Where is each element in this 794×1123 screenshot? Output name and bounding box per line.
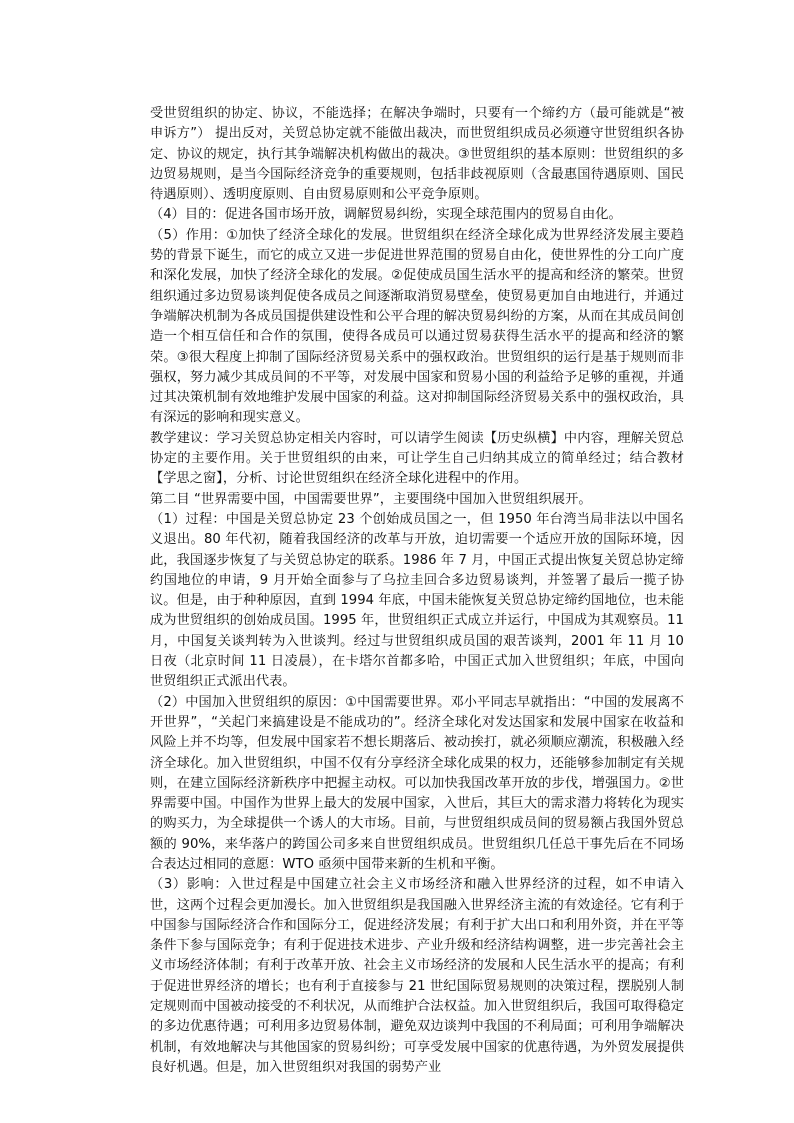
paragraph-china-accession-process: （1）过程：中国是关贸总协定 23 个创始成员国之一，但 1950 年台湾当局非法以中国名义退出。80 年代初，随着我国经济的改革与开放，迫切需要一个适应开放的国际环境，因此，我国逐步恢复了与关贸总协定的联系。1986 年 7 月，中国正式提出恢复关贸总协定缔约国地位的申请，9 月开始全面参与了乌拉圭回合多边贸易谈判，并签署了最后一揽子协议。但是，由于种种原因，直到 1994 年底，中国未能恢复关贸总协定缔约国地位，也未能成为世贸组织的创始成员国。1995 年，世贸组织正式成立并运行，中国成为其观察员。11 月，中国复关谈判转为入世谈判。经过与世贸组织成员国的艰苦谈判，2001 年 11 月 10 日夜（北京时间 11 日凌晨），在卡塔尔首都多哈，中国正式加入世贸组织；年底，中国向世贸组织正式派出代表。 [150,511,684,690]
paragraph-wto-principles: 受世贸组织的协定、协议，不能选择；在解决争端时，只要有一个缔约方（最可能就是“被申诉方”） 提出反对，关贸总协定就不能做出裁决，而世贸组织成员必须遵守世贸组织各协定、协议的规定，执行其争端解决机构做出的裁决。③世贸组织的基本原则：世贸组织的多边贸易规则，是当今国际经济竞争的重要规则，包括非歧视原则（含最惠国待遇原则、国民待遇原则）、透明度原则、自由贸易原则和公平竞争原则。 [150,106,684,203]
paragraph-teaching-advice: 教学建议：学习关贸总协定相关内容时，可以请学生阅读【历史纵横】中内容，理解关贸总协定的主要作用。关于世贸组织的由来，可让学生自己归纳其成立的简单经过；结合教材【学思之窗】，分析、讨论世贸组织在经济全球化进程中的作用。 [150,430,684,487]
paragraph-section-heading: 第二目 “世界需要中国，中国需要世界”，主要围绕中国加入世贸组织展开。 [150,491,592,507]
paragraph-china-accession-impact: （3）影响：入世过程是中国建立社会主义市场经济和融入世界经济的过程，如不申请入世，这两个过程会更加漫长。加入世贸组织是我国融入世界经济主流的有效途径。它有利于中国参与国际经济合作和国际分工，促进经济发展；有利于扩大出口和利用外资，并在平等条件下参与国际竞争；有利于促进技术进步、产业升级和经济结构调整，进一步完善社会主义市场经济体制；有利于改革开放、社会主义市场经济的发展和人民生活水平的提高；有利于促进世界经济的增长；也有利于直接参与 21 世纪国际贸易规则的决策过程，摆脱别人制定规则而中国被动接受的不利状况，从而维护合法权益。加入世贸组织后，我国可取得稳定的多边优惠待遇；可利用多边贸易体制，避免双边谈判中我国的不利局面；可利用争端解决机制，有效地解决与其他国家的贸易纠纷；可享受发展中国家的优惠待遇，为外贸发展提供良好机遇。但是，加入世贸组织对我国的弱势产业 [150,877,684,1075]
paragraph-wto-role: （5）作用：①加快了经济全球化的发展。世贸组织在经济全球化成为世界经济发展主要趋势的背景下诞生，而它的成立又进一步促进世界范围的贸易自由化，使世界性的分工向广度和深化发展，加快了经济全球化的发展。②促使成员国生活水平的提高和经济的繁荣。世贸组织通过多边贸易谈判促使各成员之间逐渐取消贸易壁垒，使贸易更加自由地进行，并通过争端解决机制为各成员国提供建设性和公平合理的解决贸易纠纷的方案，从而在其成员间创造一个相互信任和合作的氛围，使得各成员可以通过贸易获得生活水平的提高和经济的繁荣。③很大程度上抑制了国际经济贸易关系中的强权政治。世贸组织的运行是基于规则而非强权，努力减少其成员间的不平等，对发展中国家和贸易小国的利益给予足够的重视，并通过其决策机制有效地维护发展中国家的利益。这对抑制国际经济贸易关系中的强权政治，具有深远的影响和现实意义。 [150,227,684,426]
paragraph-china-accession-reasons: （2）中国加入世贸组织的原因：①中国需要世界。邓小平同志早就指出：“中国的发展离不开世界”，“关起门来搞建设是不能成功的”。经济全球化对发达国家和发展中国家在收益和风险上并不均等，但发展中国家若不想长期落后、被动挨打，就必须顺应潮流，积极融入经济全球化。加入世贸组织，中国不仅有分享经济全球化成果的权力，还能够参加制定有关规则，在建立国际经济新秩序中把握主动权。可以加快我国改革开放的步伐，增强国力。②世界需要中国。中国作为世界上最大的发展中国家，入世后，其巨大的需求潜力将转化为现实的购买力，为全球提供一个诱人的大市场。目前，与世贸组织成员间的贸易额占我国外贸总额的 90%，来华落户的跨国公司多来自世贸组织成员。世贸组织几任总干事先后在不同场合表达过相同的意愿：WTO 亟须中国带来新的生机和平衡。 [150,694,684,872]
document-page [150,104,684,1078]
paragraph-wto-purpose: （4）目的：促进各国市场开放，调解贸易纠纷，实现全球范围内的贸易自由化。 [150,207,622,223]
